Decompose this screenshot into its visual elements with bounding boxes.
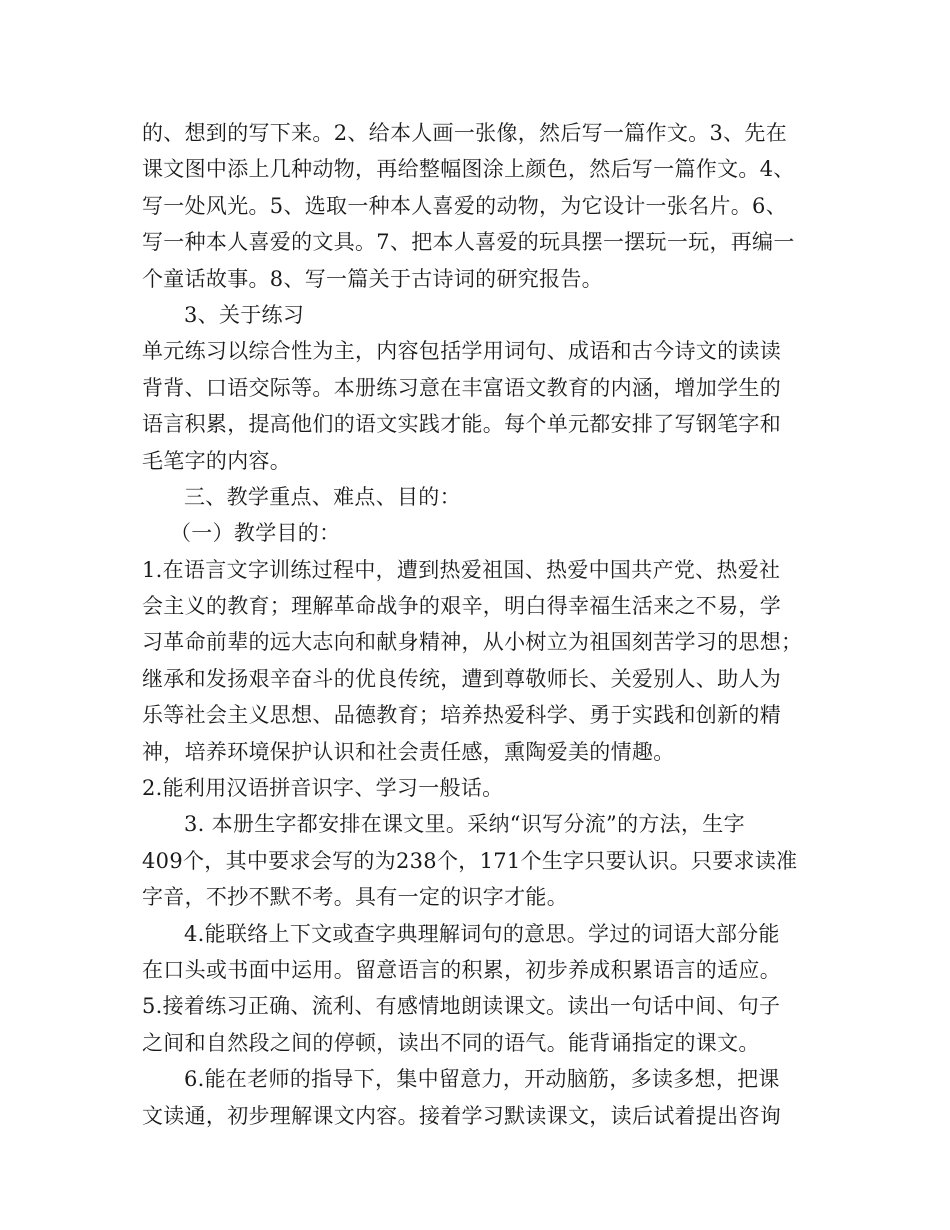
text-line: 单元练习以综合性为主，内容包括学用词句、成语和古今诗文的读读 [142, 339, 781, 364]
text-line: 写一处风光。5、选取一种本人喜爱的动物，为它设计一张名片。6、 [142, 193, 788, 218]
text-line: 409个，其中要求会写的为238个，171个生字只要认识。只要求读准 [142, 848, 798, 873]
text-line: 语言积累，提高他们的语文实践才能。每个单元都安排了写钢笔字和 [142, 412, 781, 437]
text-line: 的、想到的写下来。2、给本人画一张像，然后写一篇作文。3、先在 [142, 121, 788, 145]
text-line: 课文图中添上几种动物，再给整幅图涂上颜色，然后写一篇作文。4、 [142, 157, 795, 182]
text-line: 字音，不抄不默不考。具有一定的识字才能。 [142, 885, 568, 910]
text-line: 神，培养环境保护认识和社会责任感，熏陶爱美的情趣。 [142, 739, 675, 764]
text-line: 会主义的教育；理解革命战争的艰辛，明白得幸福生活来之不易，学 [142, 594, 781, 619]
text-line: 三、教学重点、难点、目的： [184, 484, 461, 509]
text-line: 乐等社会主义思想、品德教育；培养热爱科学、勇于实践和创新的精 [142, 703, 781, 728]
text-line: 3. 本册生字都安排在课文里。采纳“识写分流”的方法，生字 [184, 812, 745, 837]
document-body [142, 115, 822, 1134]
text-line: 之间和自然段之间的停顿，读出不同的语气。能背诵指定的课文。 [142, 1030, 760, 1055]
text-line: 5.接着练习正确、流利、有感情地朗读课文。读出一句话中间、句子 [142, 994, 781, 1019]
text-line: （一）教学目的： [170, 521, 341, 546]
text-line: 2.能利用汉语拼音识字、学习一般话。 [142, 776, 504, 801]
text-line: 在口头或书面中运用。留意语言的积累，初步养成积累语言的适应。 [142, 957, 781, 982]
text-line: 习革命前辈的远大志向和献身精神，从小树立为祖国刻苦学习的思想； [142, 630, 803, 655]
text-line: 继承和发扬艰辛奋斗的优良传统，遭到尊敬师长、关爱别人、助人为 [142, 666, 781, 691]
text-line: 4.能联络上下文或查字典理解词句的意思。学过的词语大部分能 [184, 921, 780, 946]
text-line: 写一种本人喜爱的文具。7、把本人喜爱的玩具摆一摆玩一玩，再编一 [142, 230, 795, 255]
text-line: 背背、口语交际等。本册练习意在丰富语文教育的内涵，增加学生的 [142, 375, 781, 400]
text-line: 文读通，初步理解课文内容。接着学习默读课文，读后试着提出咨询 [142, 1103, 781, 1128]
text-line: 1.在语言文字训练过程中，遭到热爱祖国、热爱中国共产党、热爱社 [142, 557, 781, 582]
text-line: 个童话故事。8、写一篇关于古诗词的研究报告。 [142, 266, 603, 291]
text-line: 6.能在老师的指导下，集中留意力，开动脑筋，多读多想，把课 [184, 1067, 780, 1092]
text-line: 3、关于练习 [184, 302, 305, 327]
text-line: 毛笔字的内容。 [142, 448, 292, 473]
